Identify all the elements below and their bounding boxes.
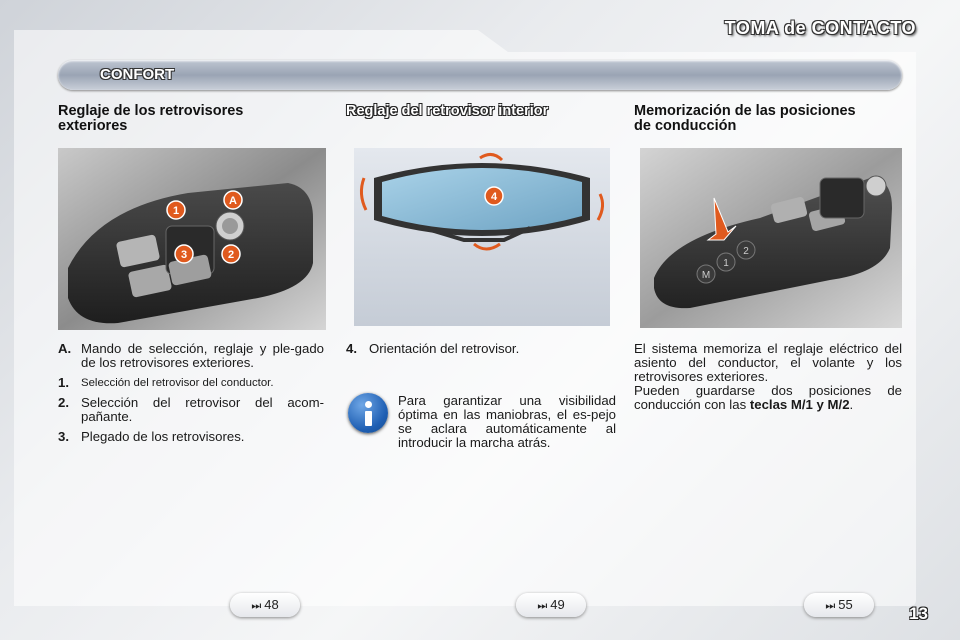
page-link-49[interactable]: ⏭ 49 [516,593,586,617]
callout-4 [485,187,503,205]
svg-text:A: A [229,195,237,207]
list-item: 4. Orientación del retrovisor. [346,341,520,356]
svg-text:3: 3 [180,249,188,261]
col3-para2: Pueden guardarse dos posiciones de conducción con las teclas M/1 y M/2. [634,383,902,412]
list-item: 1. Selección del retrovisor del conductor. [58,375,274,390]
callout-2 [222,245,240,263]
col3-title-line1: Memorización de las posiciones [634,103,856,119]
page-header-title: TOMA de CONTACTO [724,18,916,38]
section-title: CONFORT [100,66,175,83]
page-link-55[interactable]: ⏭ 55 [804,593,874,617]
col1-list [58,342,324,450]
callout-1 [167,201,185,219]
col2-title: Reglaje del retrovisor interior [346,103,549,119]
callout-A [224,191,242,209]
memory-keys-label: teclas M/1 y M/2 [749,397,850,412]
col1-title-line2: exteriores [58,118,128,134]
list-item: 2. Selección del retrovisor del acom-pañante. [58,395,324,424]
mirror-control-photo [58,148,326,330]
col3-title [634,104,856,134]
svg-text:1: 1 [723,258,729,269]
section-bar [58,60,902,90]
list-item: 3. Plegado de los retrovisores. [58,429,245,444]
fast-forward-icon: ⏭ [251,600,262,612]
page-link-48[interactable]: ⏭ 48 [230,593,300,617]
svg-text:2: 2 [227,249,235,261]
col3-para1: El sistema memoriza el reglaje eléctrico del asiento del conductor, el volante y los retrovisores exteriores. [634,341,902,384]
svg-text:1: 1 [172,205,180,217]
callout-3 [175,245,193,263]
memory-buttons-photo [640,148,902,328]
interior-mirror-illustration [354,148,610,326]
col3-title-line2: de conducción [634,118,737,134]
svg-text:2: 2 [743,246,749,257]
list-item: A. Mando de selección, reglaje y ple-gado de los retrovisores exteriores. [58,341,324,370]
svg-text:4: 4 [490,191,498,203]
info-text: Para garantizar una visibilidad óptima en las maniobras, el es-pejo se aclara automáticamente al introducir la marcha atrás. [398,393,616,450]
col2-list [346,342,612,362]
fast-forward-icon: ⏭ [537,600,548,612]
col1-title [58,104,243,134]
fast-forward-icon: ⏭ [825,600,836,612]
col1-title-line1: Reglaje de los retrovisores [58,103,244,119]
page-number: 13 [909,604,928,623]
info-icon [348,393,388,433]
svg-text:M: M [701,270,711,281]
